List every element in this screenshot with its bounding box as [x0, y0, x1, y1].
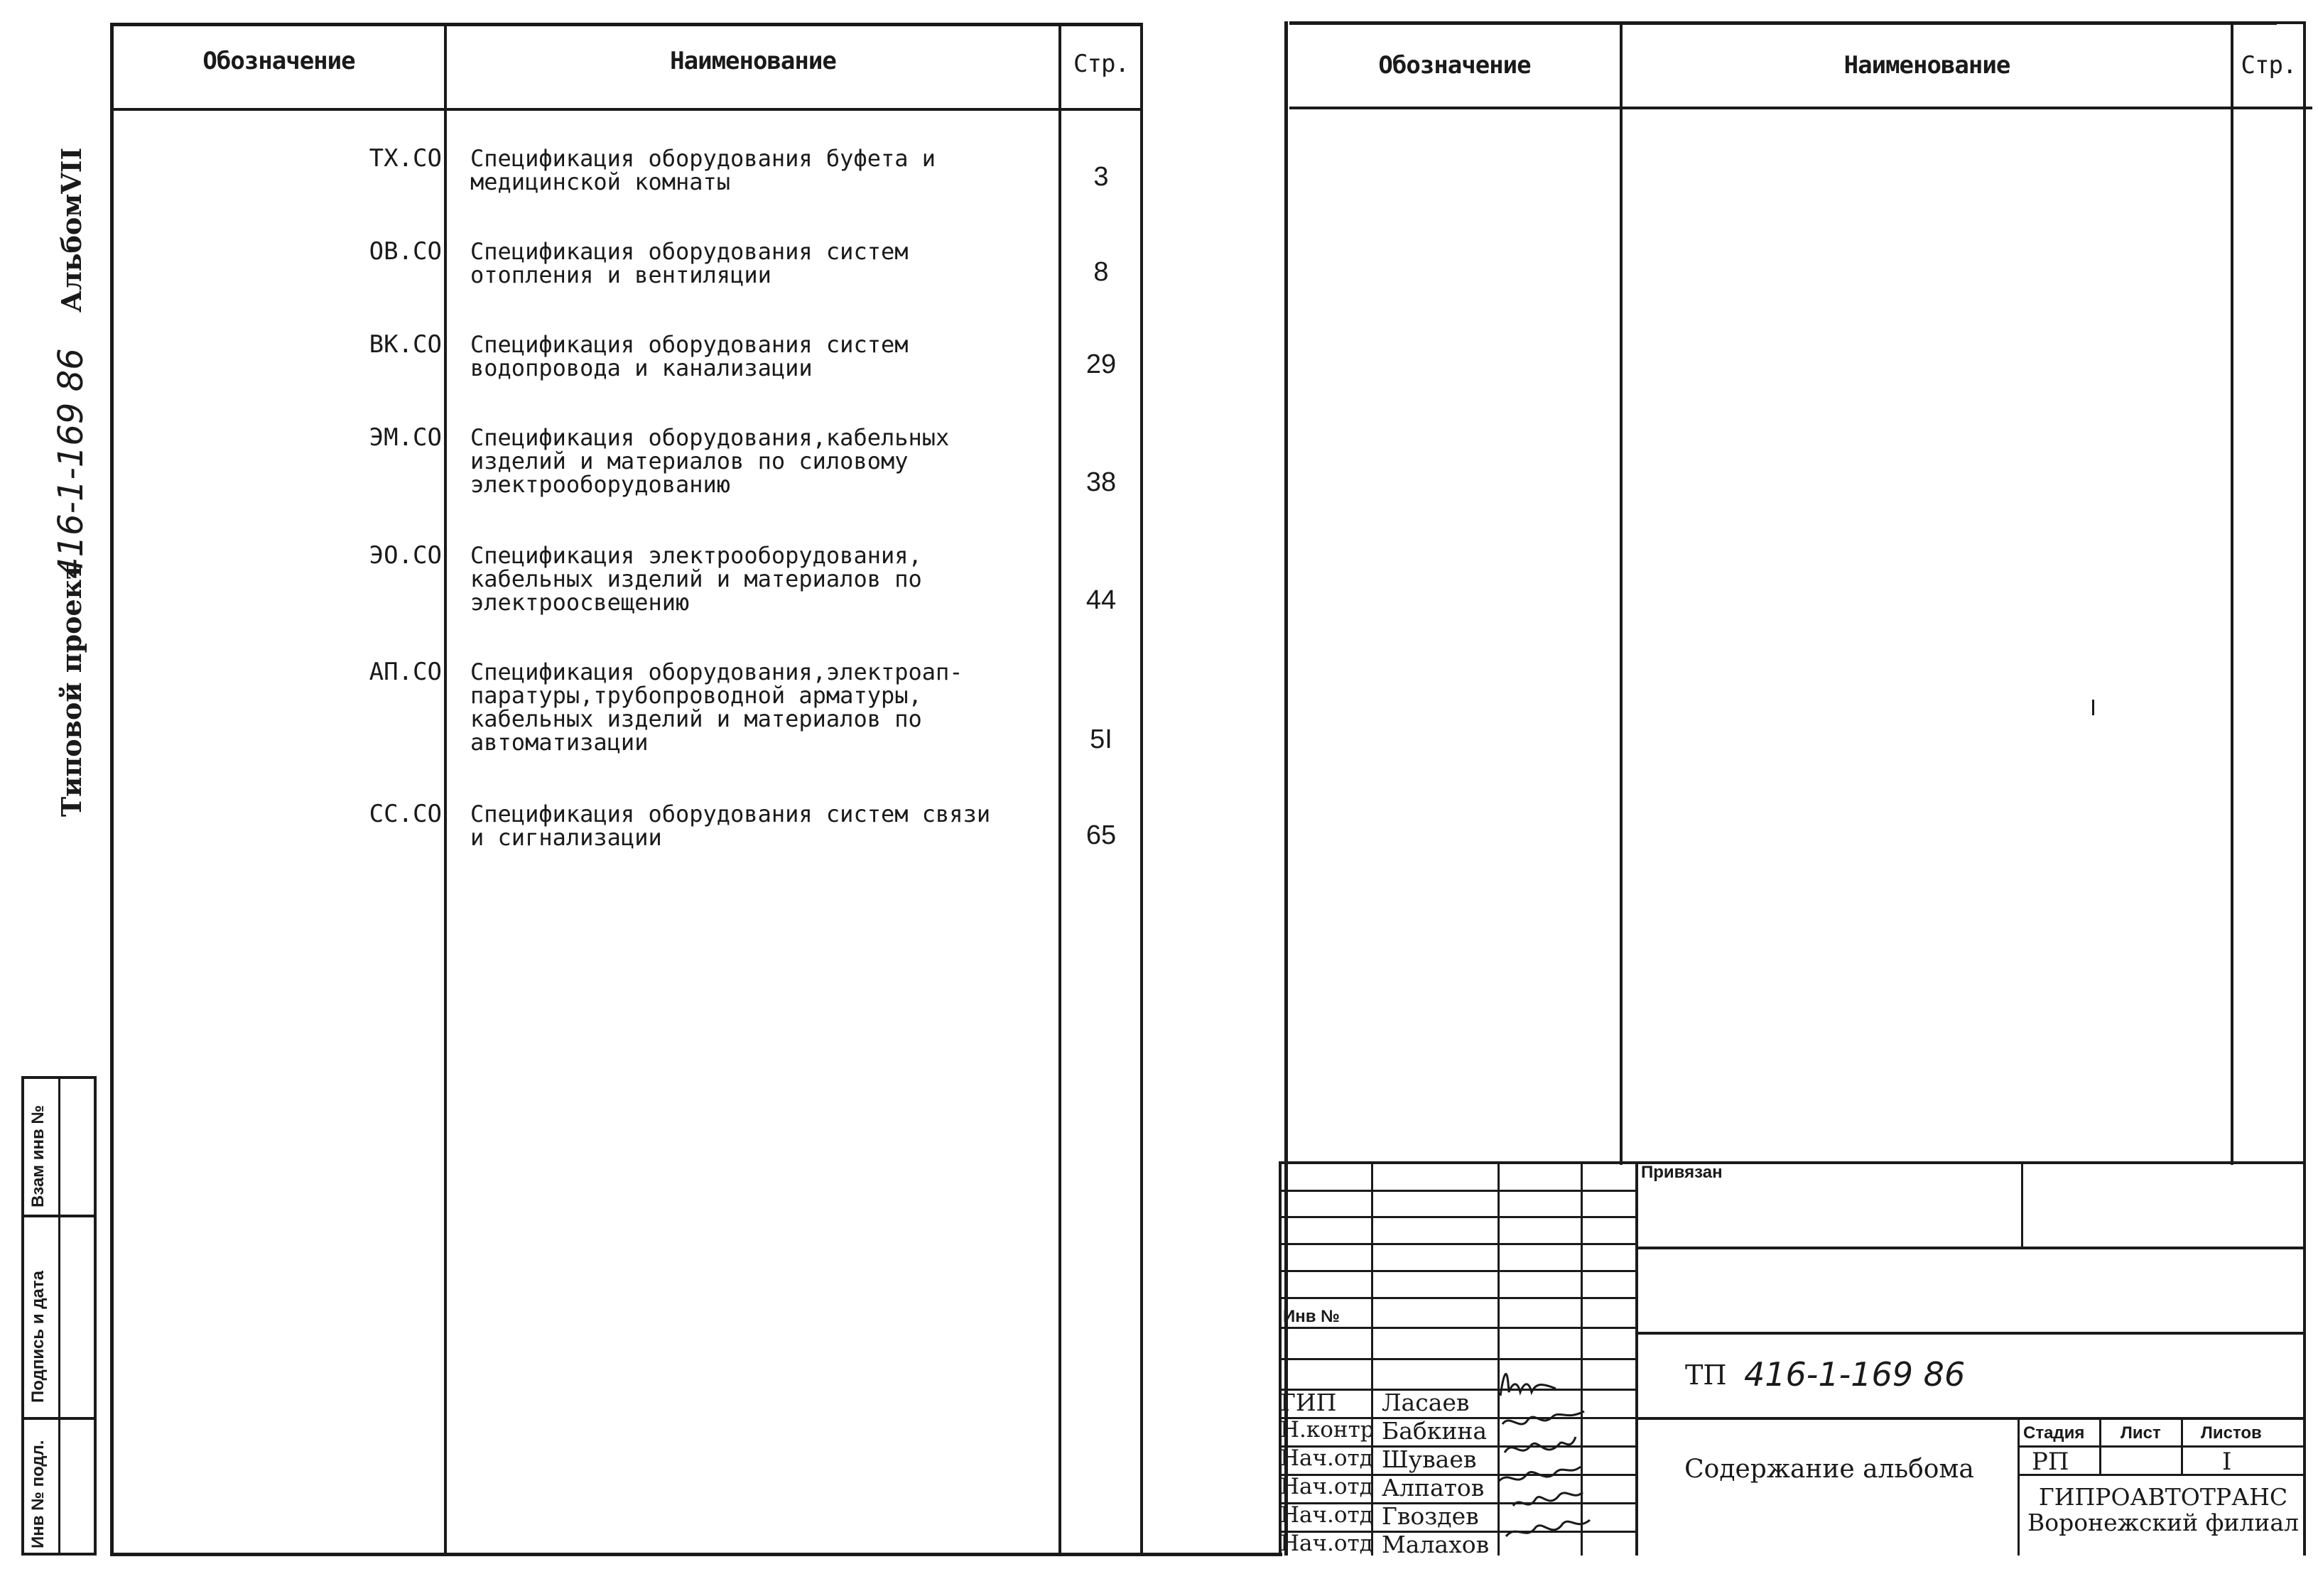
doc-title: Содержание альбома — [1684, 1455, 1974, 1484]
sheet-value: I — [2222, 1448, 2232, 1476]
bound-label: Привязан — [1641, 1163, 1723, 1182]
header-page-left: Стр. — [1073, 50, 1129, 78]
doc-number: 416-1-169 86 — [1744, 1355, 1966, 1394]
project-number: 416-1-169 86 — [51, 348, 91, 579]
project-title: Типовой проект — [55, 563, 87, 817]
sheets-label: Листов — [2201, 1423, 2262, 1443]
stage-value: РП — [2032, 1448, 2069, 1476]
stamp-inv-num-orig: Инв № подл. — [28, 1440, 48, 1548]
doc-code: ТП — [1685, 1359, 1727, 1391]
header-name-right: Наименование — [1843, 51, 2010, 80]
sheet-label: Лист — [2121, 1423, 2161, 1443]
signatures — [1492, 1353, 1598, 1566]
header-designation-left: Обозначение — [202, 47, 355, 75]
organization: ГИПРОАВТОТРАНС — [2038, 1483, 2288, 1511]
branch: Воронежский филиал — [2027, 1509, 2299, 1536]
header-designation-right: Обозначение — [1378, 51, 1531, 80]
stage-label: Стадия — [2023, 1423, 2085, 1443]
header-page-right: Стр. — [2241, 51, 2297, 80]
inv-label: Инв № — [1283, 1307, 1340, 1326]
album-number: АльбомVII — [55, 147, 87, 313]
header-name-left: Наименование — [670, 47, 836, 75]
stamp-instead-inv: Взам инв № — [28, 1104, 48, 1207]
stamp-signature-date: Подпись и дата — [28, 1271, 48, 1403]
